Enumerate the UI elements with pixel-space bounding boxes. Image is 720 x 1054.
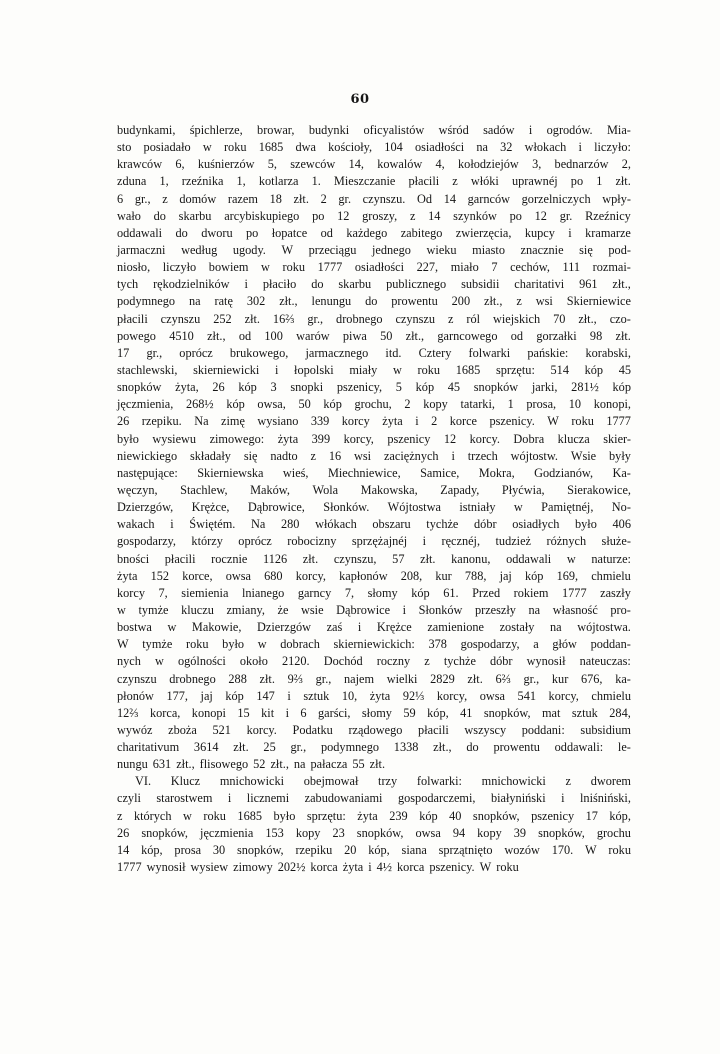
text-line: jęczmienia, 268½ kóp owsa, 50 kóp grochu, 2 kopy tatarki, 1 prosa, 10 konopi, xyxy=(117,397,631,412)
text-line: korcy 7, siemienia lnianego garncy 7, słomy kóp 61. Przed rokiem 1777 zaszły xyxy=(117,585,631,600)
text-line: czynszu drobnego 288 złt. 9⅔ gr., najem wielki 2829 złt. 6⅔ gr., kur 676, ka- xyxy=(117,671,631,686)
text-line: wywóz zboża 521 korcy. Podatku rządowego płacili wszyscy poddani: subsidium xyxy=(117,722,631,737)
text-line: było wysiewu zimowego: żyta 399 korcy, pszenicy 12 korcy. Dobra klucza skier- xyxy=(117,431,631,446)
text-line: charitativum 3614 złt. 25 gr., podymnego 1338 złt., do prowentu oddawali: le- xyxy=(117,740,631,755)
text-line: podymnego na ratę 302 złt., lenungu do prowentu 200 złt., z wsi Skierniewice xyxy=(117,294,631,309)
text-line: 17 gr., oprócz brukowego, jarmacznego itd. Cztery folwarki pańskie: korabski, xyxy=(117,345,631,360)
text-line: bności płacili rocznie 1126 złt. czynszu, 57 złt. kanonu, oddawali w naturze: xyxy=(117,551,631,566)
text-line: nych w ogólności około 2120. Dochód roczny z tychże dóbr wynosił nateuczas: xyxy=(117,654,631,669)
text-line: płacili czynszu 252 złt. 16⅔ gr., drobnego czynszu z ról wiejskich 70 złt., czo- xyxy=(117,311,631,326)
text-line: stachlewski, skierniewicki i łopolski miały w roku 1685 sprzętu: 514 kóp 45 xyxy=(117,362,631,377)
text-line: jarmaczni według ugody. W przeciągu jednego wieku miasto znacznie się pod- xyxy=(117,242,631,257)
text-line: 6 gr., z domów razem 18 złt. 2 gr. czynszu. Od 14 garnców gorzelniczych wpły- xyxy=(117,191,631,206)
text-line: W tymże roku było w dobrach skierniewickich: 378 gospodarzy, a głów poddan- xyxy=(117,637,631,652)
text-line: VI. Klucz mnichowicki obejmował trzy folwarki: mnichowicki z dworem xyxy=(135,774,631,789)
text-line: żyta 152 korce, owsa 680 korcy, kapłonów 208, kur 788, jaj kóp 169, chmielu xyxy=(117,568,631,583)
text-line: tych rękodzielników i płaciło do skarbu publicznego subsidii charitativi 961 złt., xyxy=(117,277,631,292)
text-line: węczyn, Stachlew, Maków, Wola Makowska, Zapady, Płyćwia, Sierakowice, xyxy=(117,482,631,497)
text-line: płonów 177, jaj kóp 147 i sztuk 10, żyta 92⅓ korcy, owsa 541 korcy, chmielu xyxy=(117,688,631,703)
text-line: wało do skarbu arcybiskupiego po 12 groszy, z 14 szynków po 12 gr. Rzeźnicy xyxy=(117,208,631,223)
text-line: 14 kóp, prosa 30 snopków, rzepiku 20 kóp, siana sprzątnięto wozów 170. W roku xyxy=(117,842,631,857)
text-line: 1777 wynosił wysiew zimowy 202½ korca żyta i 4½ korca pszenicy. W roku xyxy=(117,860,519,875)
text-line: następujące: Skierniewska wieś, Miechniewice, Samice, Mokra, Godzianów, Ka- xyxy=(117,465,631,480)
text-line: powego 4510 złt., od 100 warów piwa 50 złt., garncowego od gorzałki 98 złt. xyxy=(117,328,631,343)
text-line: z których w roku 1685 było sprzętu: żyta 239 kóp 40 snopków, pszenicy 17 kóp, xyxy=(117,808,631,823)
page-number: 60 xyxy=(350,92,370,107)
text-line: nungu 631 złt., flisowego 52 złt., na pałacza 55 złt. xyxy=(117,757,386,772)
text-line: Dzierzgów, Krężce, Dąbrowice, Słonków. Wójtostwa istniały w Pamiętnéj, No- xyxy=(117,500,631,515)
text-line: snopków żyta, 26 kóp 3 snopki pszenicy, 5 kóp 45 snopków jarki, 281½ kóp xyxy=(117,380,631,395)
text-line: czyli starostwem i licznemi zabudowaniami gospodarczemi, białyniński i lniśniński, xyxy=(117,791,631,806)
text-line: sto posiadało w roku 1685 dwa kościoły, 104 osiadłości na 32 włokach i liczyło: xyxy=(117,140,631,155)
text-line: oddawali do dworu po łopatce od każdego zabitego zwierzęcia, kupcy i kramarze xyxy=(117,225,631,240)
text-line: budynkami, śpichlerze, browar, budynki oficyalistów wśród sadów i ogrodów. Mia- xyxy=(117,123,631,137)
text-line: 26 rzepiku. Na zimę wysiano 339 korcy żyta i 2 korce pszenicy. W roku 1777 xyxy=(117,414,631,429)
text-line: niewickiego składały się nadto z 16 wsi zaciężnych i trzech wójtostw. Wsie były xyxy=(117,448,631,463)
text-line: 26 snopków, jęczmienia 153 kopy 23 snopków, owsa 94 kopy 39 snopków, grochu xyxy=(117,825,631,840)
text-line: zduna 1, rzeźnika 1, kotlarza 1. Mieszczanie płacili z włóki uprawnéj po 1 złt. xyxy=(117,174,631,189)
text-line: krawców 6, kuśnierzów 5, szewców 14, kowalów 4, kołodziejów 3, bednarzów 2, xyxy=(117,157,631,172)
text-line: wakach i Świętém. Na 280 włókach obszaru tychże dóbr osiadłych było 406 xyxy=(117,517,631,532)
text-line: bostwa w Makowie, Dzierzgów zaś i Krężce zamienione zostały na wójtostwa. xyxy=(117,620,631,635)
text-line: 12⅔ korca, konopi 15 kit i 6 garści, słomy 59 kóp, 41 snopków, mat sztuk 284, xyxy=(117,705,631,720)
body-text xyxy=(117,122,631,876)
text-line: niosło, liczyło bowiem w roku 1777 osiadłości 227, miało 7 cechów, 111 rozmai- xyxy=(117,260,631,275)
text-line: w tymże kluczu zmiany, że wsie Dąbrowice i Słonków przeszły na własność pro- xyxy=(117,602,631,617)
text-line: gospodarzy, którzy oprócz robocizny sprzężajnéj i ręcznéj, tudzież różnych służe- xyxy=(117,534,631,549)
